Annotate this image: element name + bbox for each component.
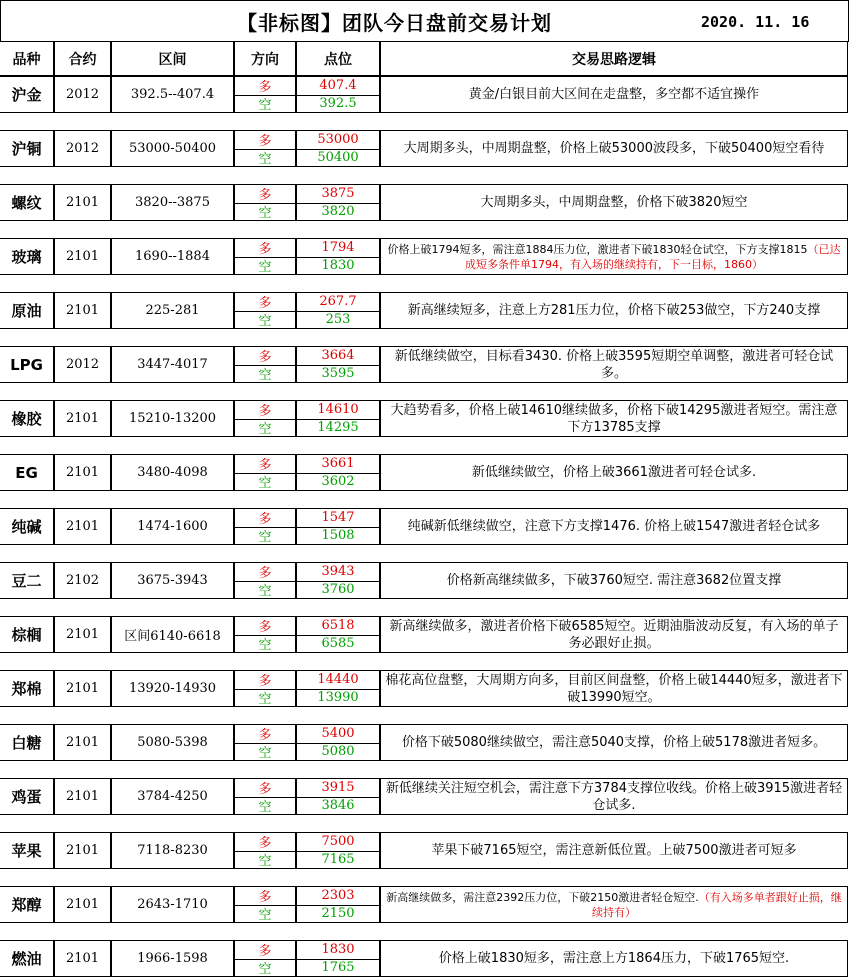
point-short: 3846 bbox=[321, 797, 355, 813]
direction-short: 空 bbox=[258, 637, 272, 653]
table-row bbox=[0, 292, 849, 329]
range-cell: 5080-5398 bbox=[111, 724, 234, 761]
logic-cell bbox=[380, 616, 848, 653]
point-cell bbox=[296, 616, 380, 653]
point-short: 14295 bbox=[317, 419, 359, 435]
logic-cell bbox=[380, 670, 848, 707]
variety-cell: LPG bbox=[0, 346, 54, 383]
logic-text-wrap bbox=[447, 572, 781, 589]
header-contract: 合约 bbox=[54, 41, 111, 76]
point-short: 392.5 bbox=[319, 95, 357, 111]
table-row bbox=[0, 886, 849, 923]
direction-short: 空 bbox=[258, 853, 272, 869]
point-short: 5080 bbox=[321, 743, 355, 759]
direction-cell bbox=[234, 616, 296, 653]
contract-cell: 2101 bbox=[54, 940, 111, 977]
point-short: 3602 bbox=[321, 473, 355, 489]
direction-short: 空 bbox=[258, 421, 272, 437]
logic-text-wrap bbox=[385, 402, 843, 436]
logic-text-wrap bbox=[385, 780, 843, 814]
range-cell: 7118-8230 bbox=[111, 832, 234, 869]
point-cell bbox=[296, 832, 380, 869]
point-long: 3915 bbox=[297, 779, 379, 798]
direction-short: 空 bbox=[258, 475, 272, 491]
logic-cell bbox=[380, 292, 848, 329]
point-cell bbox=[296, 562, 380, 599]
logic-text: 大趋势看多，价格上破14610继续做多，价格下破14295激进者短空。需注意下方13785支撑 bbox=[390, 402, 838, 435]
point-long: 267.7 bbox=[297, 293, 379, 312]
direction-long: 多 bbox=[235, 671, 295, 690]
point-long: 7500 bbox=[297, 833, 379, 852]
logic-text-wrap bbox=[408, 302, 820, 319]
logic-text-wrap bbox=[472, 464, 756, 481]
header-direction: 方向 bbox=[234, 41, 296, 76]
logic-text-wrap bbox=[402, 734, 826, 751]
direction-short: 空 bbox=[258, 583, 272, 599]
contract-cell: 2012 bbox=[54, 346, 111, 383]
point-short: 6585 bbox=[321, 635, 355, 651]
point-cell bbox=[296, 508, 380, 545]
range-cell: 1474-1600 bbox=[111, 508, 234, 545]
variety-cell: 纯碱 bbox=[0, 508, 54, 545]
table-row bbox=[0, 832, 849, 869]
table-row bbox=[0, 724, 849, 761]
table-row bbox=[0, 238, 849, 275]
range-cell: 3675-3943 bbox=[111, 562, 234, 599]
range-cell: 1690--1884 bbox=[111, 238, 234, 275]
point-cell bbox=[296, 292, 380, 329]
variety-cell: 橡胶 bbox=[0, 400, 54, 437]
variety-cell: 郑醇 bbox=[0, 886, 54, 923]
contract-cell: 2102 bbox=[54, 562, 111, 599]
point-short: 3820 bbox=[321, 203, 355, 219]
direction-cell bbox=[234, 400, 296, 437]
direction-cell bbox=[234, 454, 296, 491]
variety-cell: 豆二 bbox=[0, 562, 54, 599]
contract-cell: 2101 bbox=[54, 670, 111, 707]
direction-long: 多 bbox=[235, 941, 295, 960]
point-long: 14440 bbox=[297, 671, 379, 690]
table-row bbox=[0, 616, 849, 653]
point-cell bbox=[296, 238, 380, 275]
header-variety: 品种 bbox=[0, 41, 54, 76]
table-row bbox=[0, 508, 849, 545]
direction-cell bbox=[234, 292, 296, 329]
point-long: 1794 bbox=[297, 239, 379, 258]
direction-long: 多 bbox=[235, 185, 295, 204]
range-cell: 13920-14930 bbox=[111, 670, 234, 707]
logic-text: 价格下破5080继续做空，需注意5040支撑，价格上破5178激进者短多。 bbox=[401, 735, 827, 750]
point-long: 407.4 bbox=[297, 77, 379, 96]
logic-note: （已达成短多条件单1794，有入场的继续持有，下一目标，1860） bbox=[465, 242, 841, 271]
direction-long: 多 bbox=[235, 77, 295, 96]
direction-long: 多 bbox=[235, 725, 295, 744]
range-cell: 225-281 bbox=[111, 292, 234, 329]
point-short: 1508 bbox=[321, 527, 355, 543]
direction-cell bbox=[234, 184, 296, 221]
table-header bbox=[0, 41, 849, 76]
variety-cell: EG bbox=[0, 454, 54, 491]
direction-long: 多 bbox=[235, 779, 295, 798]
logic-text-wrap bbox=[385, 618, 843, 652]
direction-long: 多 bbox=[235, 833, 295, 852]
contract-cell: 2101 bbox=[54, 886, 111, 923]
table-row bbox=[0, 184, 849, 221]
point-long: 2303 bbox=[297, 887, 379, 906]
header-logic: 交易思路逻辑 bbox=[380, 41, 848, 76]
direction-long: 多 bbox=[235, 401, 295, 420]
variety-cell: 燃油 bbox=[0, 940, 54, 977]
direction-long: 多 bbox=[235, 131, 295, 150]
contract-cell: 2012 bbox=[54, 130, 111, 167]
logic-cell bbox=[380, 562, 848, 599]
variety-cell: 沪铜 bbox=[0, 130, 54, 167]
header-point: 点位 bbox=[296, 41, 380, 76]
direction-short: 空 bbox=[258, 367, 272, 383]
direction-short: 空 bbox=[258, 961, 272, 977]
logic-text: 价格上破1794短多，需注意1884压力位，激进者下破1830轻仓试空，下方支撑1815 bbox=[387, 242, 808, 256]
direction-long: 多 bbox=[235, 347, 295, 366]
logic-text-wrap bbox=[385, 890, 843, 920]
table-row bbox=[0, 76, 849, 113]
variety-cell: 棕榈 bbox=[0, 616, 54, 653]
logic-text: 棉花高位盘整，大周期方向多，目前区间盘整，价格上破14440短多，激进者下破13990短空。 bbox=[385, 672, 843, 705]
point-cell bbox=[296, 184, 380, 221]
title-bar bbox=[0, 0, 849, 42]
range-cell: 53000-50400 bbox=[111, 130, 234, 167]
direction-short: 空 bbox=[258, 205, 272, 221]
direction-cell bbox=[234, 886, 296, 923]
logic-text-wrap bbox=[385, 348, 843, 382]
point-short: 1830 bbox=[321, 257, 355, 273]
plan-date: 2020. 11. 16 bbox=[701, 13, 810, 31]
point-short: 13990 bbox=[317, 689, 359, 705]
logic-text: 大周期多头，中周期盘整，价格下破3820短空 bbox=[480, 195, 748, 210]
logic-text: 大周期多头，中周期盘整，价格上破53000波段多，下破50400短空看待 bbox=[403, 141, 825, 156]
direction-short: 空 bbox=[258, 313, 272, 329]
point-cell bbox=[296, 940, 380, 977]
header-range: 区间 bbox=[111, 41, 234, 76]
direction-long: 多 bbox=[235, 509, 295, 528]
range-cell: 392.5--407.4 bbox=[111, 76, 234, 113]
direction-long: 多 bbox=[235, 455, 295, 474]
direction-long: 多 bbox=[235, 239, 295, 258]
logic-text-wrap bbox=[404, 140, 825, 157]
table-row bbox=[0, 778, 849, 815]
logic-text: 价格新高继续做多，下破3760短空. 需注意3682位置支撑 bbox=[446, 573, 782, 588]
logic-cell bbox=[380, 184, 848, 221]
contract-cell: 2101 bbox=[54, 238, 111, 275]
logic-text-wrap bbox=[431, 842, 796, 859]
point-cell bbox=[296, 346, 380, 383]
logic-text: 新高继续做多，激进者价格下破6585短空。近期油脂波动反复，有入场的单子务必跟好止损。 bbox=[389, 618, 839, 651]
logic-cell bbox=[380, 508, 848, 545]
point-short: 1765 bbox=[321, 959, 355, 975]
point-long: 53000 bbox=[297, 131, 379, 150]
logic-text: 新低继续关注短空机会，需注意下方3784支撑位收线。价格上破3915激进者轻仓试多. bbox=[385, 780, 843, 813]
direction-long: 多 bbox=[235, 563, 295, 582]
point-cell bbox=[296, 670, 380, 707]
contract-cell: 2101 bbox=[54, 832, 111, 869]
logic-cell bbox=[380, 130, 848, 167]
logic-cell bbox=[380, 778, 848, 815]
table-row bbox=[0, 130, 849, 167]
point-long: 3664 bbox=[297, 347, 379, 366]
point-cell bbox=[296, 454, 380, 491]
variety-cell: 苹果 bbox=[0, 832, 54, 869]
range-cell: 15210-13200 bbox=[111, 400, 234, 437]
direction-cell bbox=[234, 832, 296, 869]
table-row bbox=[0, 346, 849, 383]
direction-short: 空 bbox=[258, 151, 272, 167]
point-long: 5400 bbox=[297, 725, 379, 744]
direction-cell bbox=[234, 940, 296, 977]
range-cell: 3480-4098 bbox=[111, 454, 234, 491]
variety-cell: 螺纹 bbox=[0, 184, 54, 221]
range-cell: 3784-4250 bbox=[111, 778, 234, 815]
point-long: 14610 bbox=[297, 401, 379, 420]
direction-cell bbox=[234, 778, 296, 815]
logic-cell bbox=[380, 832, 848, 869]
logic-text-wrap bbox=[385, 672, 843, 706]
logic-text-wrap bbox=[385, 242, 843, 272]
range-cell: 3447-4017 bbox=[111, 346, 234, 383]
logic-text: 苹果下破7165短空，需注意新低位置。上破7500激进者可短多 bbox=[431, 843, 797, 858]
point-short: 50400 bbox=[317, 149, 359, 165]
variety-cell: 鸡蛋 bbox=[0, 778, 54, 815]
variety-cell: 玻璃 bbox=[0, 238, 54, 275]
range-cell: 1966-1598 bbox=[111, 940, 234, 977]
logic-cell bbox=[380, 886, 848, 923]
table-row bbox=[0, 670, 849, 707]
point-short: 3760 bbox=[321, 581, 355, 597]
logic-text: 新低继续做空，目标看3430. 价格上破3595短期空单调整，激进者可轻仓试多。 bbox=[394, 348, 834, 381]
direction-long: 多 bbox=[235, 887, 295, 906]
contract-cell: 2101 bbox=[54, 184, 111, 221]
table-row bbox=[0, 940, 849, 977]
variety-cell: 原油 bbox=[0, 292, 54, 329]
point-long: 3661 bbox=[297, 455, 379, 474]
logic-cell bbox=[380, 724, 848, 761]
direction-long: 多 bbox=[235, 617, 295, 636]
point-cell bbox=[296, 400, 380, 437]
logic-text-wrap bbox=[480, 194, 747, 211]
table-row bbox=[0, 562, 849, 599]
point-cell bbox=[296, 778, 380, 815]
direction-short: 空 bbox=[258, 691, 272, 707]
direction-short: 空 bbox=[258, 907, 272, 923]
logic-cell bbox=[380, 346, 848, 383]
point-cell bbox=[296, 886, 380, 923]
point-long: 1830 bbox=[297, 941, 379, 960]
direction-cell bbox=[234, 346, 296, 383]
range-cell: 3820--3875 bbox=[111, 184, 234, 221]
logic-text: 新高继续做多，需注意2392压力位，下破2150激进者轻仓短空. bbox=[386, 890, 699, 904]
direction-short: 空 bbox=[258, 529, 272, 545]
logic-text: 新高继续短多，注意上方281压力位，价格下破253做空，下方240支撑 bbox=[407, 303, 821, 318]
logic-text: 黄金/白银目前大区间在走盘整，多空都不适宜操作 bbox=[468, 87, 760, 102]
table-row bbox=[0, 454, 849, 491]
direction-cell bbox=[234, 238, 296, 275]
contract-cell: 2101 bbox=[54, 454, 111, 491]
variety-cell: 白糖 bbox=[0, 724, 54, 761]
logic-cell bbox=[380, 238, 848, 275]
range-cell: 2643-1710 bbox=[111, 886, 234, 923]
point-long: 1547 bbox=[297, 509, 379, 528]
point-short: 7165 bbox=[321, 851, 355, 867]
point-cell bbox=[296, 76, 380, 113]
direction-long: 多 bbox=[235, 293, 295, 312]
point-cell bbox=[296, 724, 380, 761]
point-short: 2150 bbox=[321, 905, 355, 921]
contract-cell: 2012 bbox=[54, 76, 111, 113]
point-long: 6518 bbox=[297, 617, 379, 636]
direction-short: 空 bbox=[258, 799, 272, 815]
logic-text: 纯碱新低继续做空，注意下方支撑1476. 价格上破1547激进者轻仓试多 bbox=[407, 519, 821, 534]
direction-cell bbox=[234, 562, 296, 599]
point-long: 3875 bbox=[297, 185, 379, 204]
direction-cell bbox=[234, 670, 296, 707]
variety-cell: 郑棉 bbox=[0, 670, 54, 707]
page-title: 【非标图】团队今日盘前交易计划 bbox=[237, 11, 552, 35]
point-short: 3595 bbox=[321, 365, 355, 381]
contract-cell: 2101 bbox=[54, 400, 111, 437]
point-cell bbox=[296, 130, 380, 167]
point-long: 3943 bbox=[297, 563, 379, 582]
logic-text-wrap bbox=[408, 518, 820, 535]
logic-cell bbox=[380, 400, 848, 437]
table-row bbox=[0, 400, 849, 437]
contract-cell: 2101 bbox=[54, 724, 111, 761]
logic-text-wrap bbox=[439, 950, 789, 967]
logic-text: 价格上破1830短多，需注意上方1864压力，下破1765短空. bbox=[438, 951, 790, 966]
logic-cell bbox=[380, 940, 848, 977]
contract-cell: 2101 bbox=[54, 778, 111, 815]
logic-note: （有入场多单者跟好止损，继续持有） bbox=[592, 890, 842, 919]
direction-short: 空 bbox=[258, 97, 272, 113]
contract-cell: 2101 bbox=[54, 616, 111, 653]
contract-cell: 2101 bbox=[54, 292, 111, 329]
logic-text-wrap bbox=[469, 86, 759, 103]
direction-cell bbox=[234, 724, 296, 761]
contract-cell: 2101 bbox=[54, 508, 111, 545]
direction-short: 空 bbox=[258, 745, 272, 761]
point-short: 253 bbox=[325, 311, 351, 327]
logic-text: 新低继续做空，价格上破3661激进者可轻仓试多. bbox=[471, 465, 757, 480]
direction-cell bbox=[234, 508, 296, 545]
range-cell: 区间6140-6618 bbox=[111, 616, 234, 653]
direction-short: 空 bbox=[258, 259, 272, 275]
logic-cell bbox=[380, 454, 848, 491]
logic-cell bbox=[380, 76, 848, 113]
direction-cell bbox=[234, 76, 296, 113]
direction-cell bbox=[234, 130, 296, 167]
variety-cell: 沪金 bbox=[0, 76, 54, 113]
